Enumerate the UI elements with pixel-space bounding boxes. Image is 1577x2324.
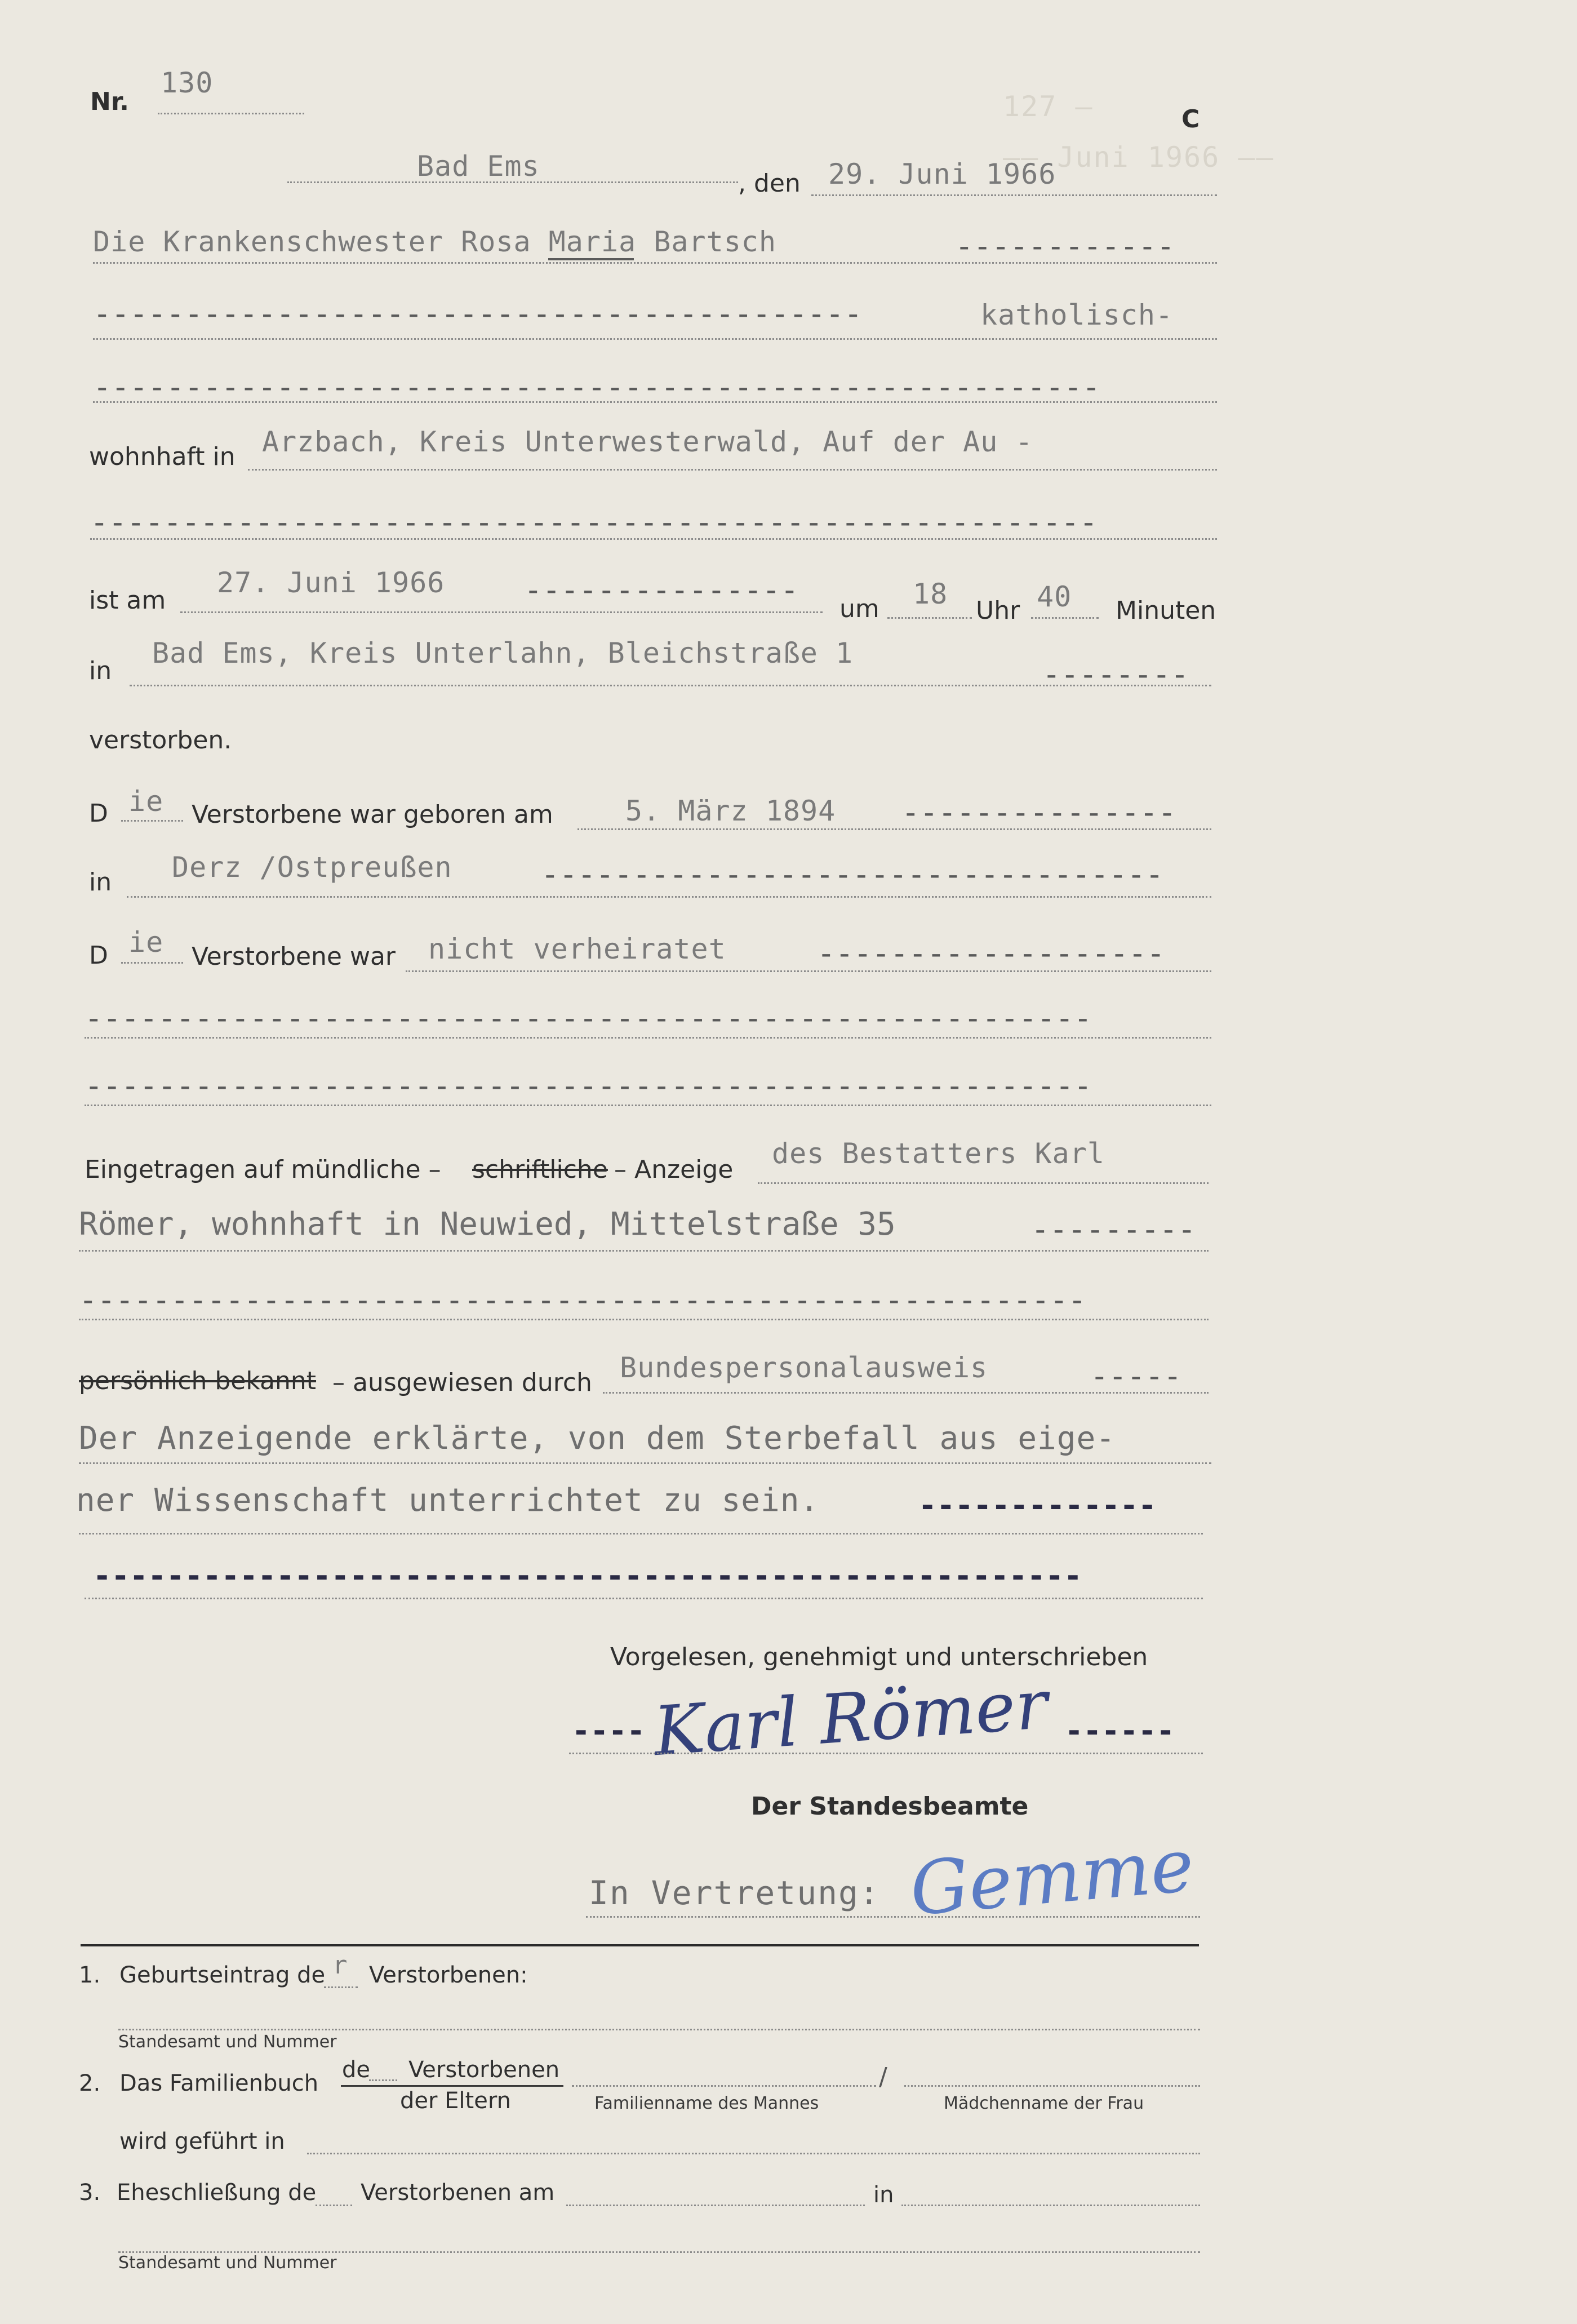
item2-verstorbenen: Verstorbenen: [408, 2057, 560, 2083]
fill-dashes: -------------------------------------------------------: [79, 1282, 1087, 1318]
item1-suffix: r: [332, 1951, 348, 1980]
registration-label-struck: schriftliche: [472, 1155, 608, 1184]
fill-dashes: ----------------------------------: [541, 857, 1164, 892]
minuten-label: Minuten: [1116, 596, 1216, 625]
death-hour: 18: [913, 578, 948, 610]
religion-value: katholisch-: [980, 299, 1174, 331]
fill-dashes: --------: [1042, 657, 1189, 692]
identification-label: – ausgewiesen durch: [332, 1368, 592, 1397]
residence-value: Arzbach, Kreis Unterwesterwald, Auf der Au -: [262, 425, 1033, 458]
d-label: D: [89, 799, 108, 828]
line-rule: [79, 1533, 1203, 1534]
line-rule: [887, 617, 972, 619]
line-rule: [569, 1753, 1203, 1754]
line-rule: [406, 970, 1211, 972]
line-rule: [369, 2079, 397, 2081]
bleed-through-text: 127 —: [1003, 90, 1094, 123]
nr-label: Nr.: [90, 87, 129, 116]
registrar-signature: Gemme: [907, 1822, 1197, 1932]
registration-label-b: – Anzeige: [614, 1155, 734, 1184]
signature-caption: Vorgelesen, genehmigt und unterschrieben: [610, 1643, 1148, 1671]
line-rule: [307, 2153, 1200, 2154]
footer-divider: [81, 1944, 1199, 1946]
item3-label-b: Verstorbenen am: [361, 2180, 555, 2206]
line-rule: [316, 2205, 352, 2206]
item2-label: Das Familienbuch: [119, 2070, 319, 2096]
line-rule: [324, 1986, 358, 1988]
fraction-line: [341, 2085, 563, 2087]
fill-dashes: -------------------: [817, 935, 1165, 971]
item1-label-b: Verstorbenen:: [369, 1962, 528, 1988]
um-label: um: [839, 595, 879, 623]
deceased-name-line: Die Krankenschwester Rosa Maria Bartsch: [93, 225, 776, 258]
line-rule: [603, 1392, 1209, 1394]
identification-value: Bundespersonalausweis: [620, 1351, 988, 1384]
d-suffix: ie: [128, 785, 164, 818]
birth-place: Derz /Ostpreußen: [172, 851, 452, 884]
registration-label-a: Eingetragen auf mündliche –: [85, 1155, 441, 1184]
item2-mann-caption: Familienname des Mannes: [594, 2094, 819, 2113]
item2-number: 2.: [79, 2070, 101, 2096]
den-label: , den: [738, 169, 801, 198]
item2-frau-caption: Mädchenname der Frau: [944, 2094, 1144, 2113]
line-rule: [93, 338, 1217, 340]
fill-dashes: -----: [1090, 1358, 1182, 1394]
fill-dashes-ink: ------: [1065, 1713, 1175, 1749]
line-rule: [121, 962, 183, 964]
line-rule: [572, 2085, 876, 2087]
line-rule: [901, 2205, 1200, 2206]
marital-value: nicht verheiratet: [428, 933, 726, 965]
line-rule: [758, 1182, 1209, 1184]
item2-eltern: der Eltern: [400, 2088, 511, 2114]
fill-dashes: ---------: [1031, 1212, 1196, 1247]
fill-dashes: ------------: [955, 228, 1175, 264]
fill-dashes: ---------------: [524, 572, 799, 607]
fill-dashes-ink: ----: [572, 1713, 646, 1749]
item1-number: 1.: [79, 1962, 101, 1988]
birth-label: Verstorbene war geboren am: [192, 800, 553, 829]
birth-date: 5. März 1894: [625, 795, 836, 827]
statement-line-2: ner Wissenschaft unterrichtet zu sein.: [76, 1482, 820, 1519]
item2-gefuehrt: wird geführt in: [119, 2128, 285, 2154]
line-rule: [130, 685, 1211, 686]
line-rule: [79, 1462, 1211, 1464]
given-name-underline: [548, 258, 634, 260]
corner-letter: C: [1181, 105, 1200, 134]
fill-dashes-ink: -------------: [918, 1488, 1157, 1523]
fill-dashes-ink: ------------------------------------------------------: [93, 1558, 1082, 1594]
line-rule: [85, 1105, 1211, 1106]
death-minute: 40: [1037, 580, 1072, 613]
nr-value: 130: [161, 66, 214, 99]
residence-label: wohnhaft in: [89, 442, 236, 471]
fill-dashes: -------------------------------------------------------: [93, 369, 1101, 405]
date-line: [811, 194, 1217, 196]
item2-de: de: [342, 2057, 370, 2083]
identification-struck: persönlich bekannt: [79, 1367, 317, 1395]
item1-label-a: Geburtseintrag de: [119, 1962, 326, 1988]
line-rule: [79, 1319, 1209, 1320]
fill-dashes: ---------------: [901, 795, 1176, 830]
standesamt-caption: Standesamt und Nummer: [118, 2032, 337, 2052]
fill-dashes: -------------------------------------------------------: [85, 1068, 1092, 1103]
death-place: Bad Ems, Kreis Unterlahn, Bleichstraße 1: [152, 637, 854, 669]
line-rule: [121, 820, 183, 822]
line-rule: [85, 1598, 1203, 1599]
line-rule: [180, 611, 823, 613]
statement-line-1: Der Anzeigende erklärte, von dem Sterbefall aus eige-: [79, 1420, 1116, 1457]
line-rule: [578, 828, 1211, 830]
place-line: [287, 181, 738, 183]
line-rule: [85, 1037, 1211, 1039]
death-date: 27. Juni 1966: [217, 566, 445, 599]
line-rule: [586, 1916, 1200, 1918]
line-rule: [93, 262, 1217, 264]
fill-dashes: -------------------------------------------------------: [85, 1000, 1092, 1036]
line-rule: [93, 401, 1217, 403]
line-rule: [248, 469, 1217, 471]
line-rule: [127, 896, 1211, 898]
ist-am-label: ist am: [89, 586, 166, 615]
registry-place: Bad Ems: [417, 150, 540, 183]
verstorben-label: verstorben.: [89, 726, 232, 755]
registration-date: 29. Juni 1966: [828, 158, 1056, 190]
bleed-through-text: —— Juni 1966 ——: [1003, 141, 1274, 174]
item3-number: 3.: [79, 2180, 101, 2206]
informant-signature: Karl Römer: [651, 1665, 1050, 1772]
informant-line-2: Römer, wohnhaft in Neuwied, Mittelstraße 35: [79, 1206, 896, 1243]
line-rule: [1031, 617, 1099, 619]
line-rule: [566, 2205, 865, 2206]
line-rule: [79, 1250, 1209, 1252]
line-rule: [90, 538, 1217, 540]
nr-line: [158, 113, 304, 114]
item3-label: Eheschließung de: [117, 2180, 317, 2206]
slash: /: [879, 2063, 887, 2091]
vertretung-label: In Vertretung:: [589, 1874, 880, 1912]
fill-dashes: -------------------------------------------------------: [90, 504, 1098, 540]
standesamt-caption-2: Standesamt und Nummer: [118, 2253, 337, 2273]
line-rule: [118, 2029, 1200, 2030]
d-label-2: D: [89, 941, 108, 970]
line-rule: [904, 2085, 1200, 2087]
birth-in-label: in: [89, 868, 112, 897]
registrar-label: Der Standesbeamte: [751, 1792, 1029, 1821]
marital-label: Verstorbene war: [192, 942, 396, 971]
fill-dashes: ------------------------------------------: [93, 296, 863, 331]
item3-in: in: [873, 2182, 894, 2208]
d-suffix-2: ie: [128, 926, 164, 959]
death-in-label: in: [89, 657, 112, 685]
uhr-label: Uhr: [976, 596, 1020, 625]
informant-line-1: des Bestatters Karl: [772, 1137, 1105, 1170]
